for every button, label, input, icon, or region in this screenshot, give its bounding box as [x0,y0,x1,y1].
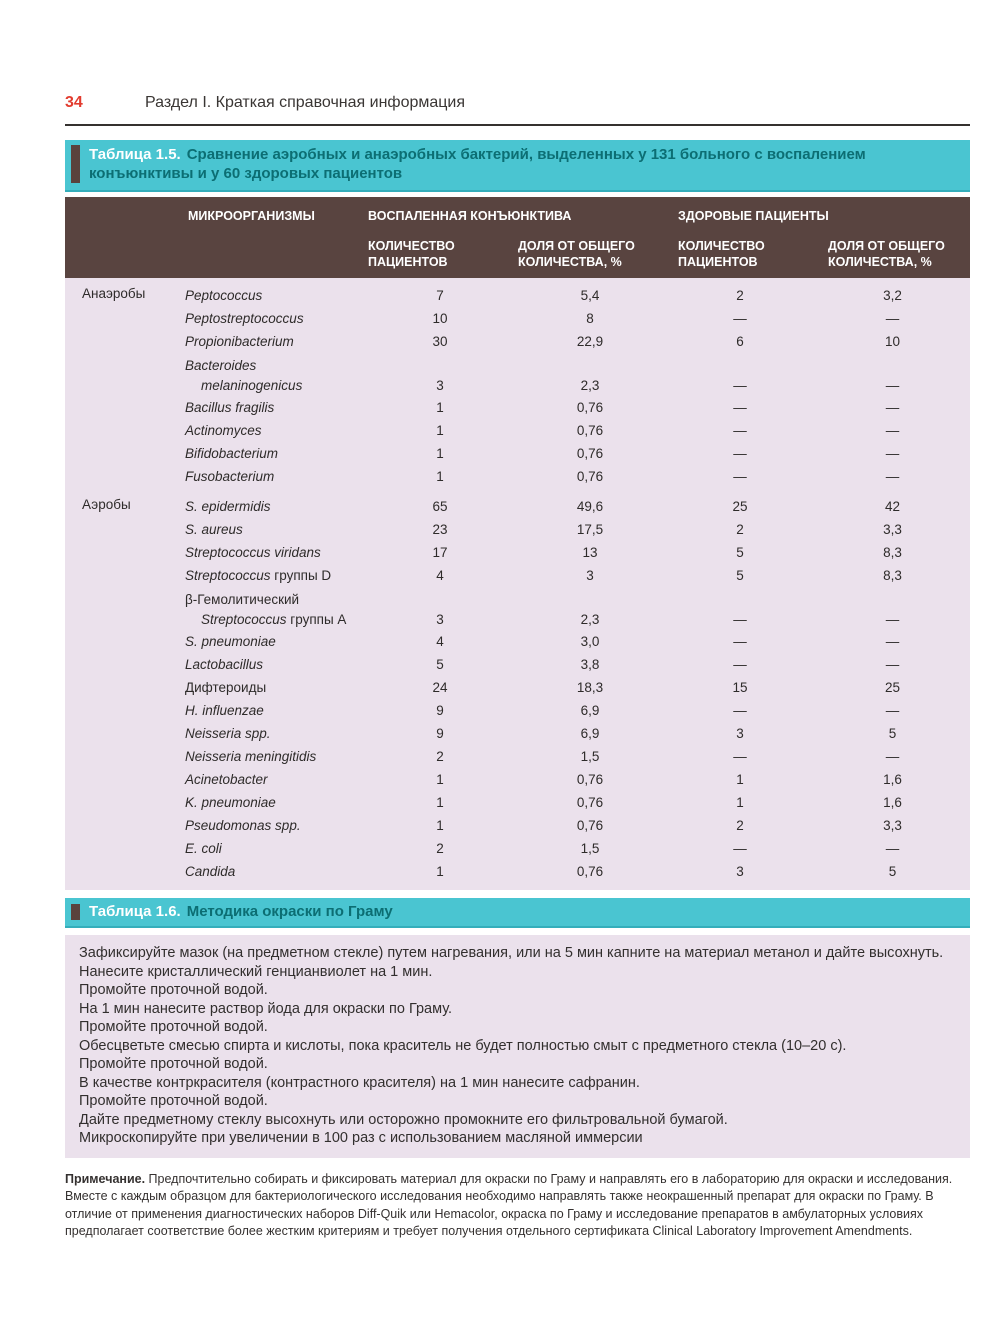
value-cell: 5 [736,567,744,583]
col-group-inflamed: ВОСПАЛЕННАЯ КОНЪЮНКТИВА [368,209,572,223]
table-row [65,518,970,541]
table-row [65,860,970,883]
value-cell: 2 [436,840,444,856]
value-cell: 49,6 [576,498,604,514]
value-cell: — [733,748,747,764]
value-cell: — [885,310,900,326]
value-cell: — [885,378,900,393]
value-cell: 0,76 [576,817,604,833]
category-label: Аэробы [82,497,131,512]
microorganism-name: Acinetobacter [185,771,268,787]
value-cell: — [885,422,900,438]
value-cell: 3,0 [580,633,600,649]
gram-stain-step: Нанесите кристаллический генцианвиолет на 1 мин. [79,963,433,980]
value-cell: 2,3 [580,612,600,627]
table-row [65,396,970,419]
value-cell: 24 [432,679,448,695]
value-cell: 1 [436,863,444,879]
value-cell: 17 [432,544,448,560]
value-cell: 0,76 [576,445,604,461]
gram-stain-step: Обесцветьте смесью спирта и кислоты, пока краситель не будет полностью смыт с предметного стекла (10–20 с). [79,1037,847,1054]
table-row [65,284,970,307]
value-cell: — [733,840,747,856]
microorganism-name: Streptococcus группы D [185,567,332,583]
table15-label: Таблица 1.5. [89,146,181,163]
value-cell: 2 [736,287,744,303]
table-row [65,307,970,330]
value-cell: 1 [436,399,444,415]
table16-banner [65,898,970,928]
value-cell: — [885,748,900,764]
table-row [65,353,970,396]
value-cell: 8 [586,310,594,326]
value-cell: 0,76 [576,771,604,787]
value-cell: — [733,656,747,672]
table-row [65,699,970,722]
value-cell: 5 [888,863,897,879]
header-rule [65,124,970,126]
value-cell: — [885,468,900,484]
value-cell: — [733,399,747,415]
table15-banner [65,140,970,192]
table-row [65,676,970,699]
value-cell: 15 [732,679,748,695]
gram-stain-step: Промойте проточной водой. [79,1093,268,1109]
microorganism-name: Bacillus fragilis [185,399,275,415]
gram-stain-step: В качестве контркрасителя (контрастного красителя) на 1 мин нанесите сафранин. [79,1074,640,1091]
value-cell: 1 [436,445,444,461]
value-cell: 0,76 [576,422,604,438]
value-cell: 10 [884,333,901,349]
value-cell: 25 [884,679,901,695]
note-label: Примечание. [65,1171,146,1186]
value-cell: 0,76 [576,863,604,879]
value-cell: 6 [736,333,744,349]
value-cell: 2,3 [580,378,600,393]
col-spacer-1 [65,238,185,270]
table16-steps [65,935,970,1158]
microorganism-name: Actinomyces [185,422,262,438]
value-cell: 4 [436,633,444,649]
table15-header [65,197,970,278]
value-cell: 6,9 [580,702,600,718]
table15-accent-bar [71,145,80,183]
value-cell: 8,3 [883,567,902,583]
value-cell: 2 [736,521,744,537]
value-cell: 1 [436,817,444,833]
value-cell: — [733,310,747,326]
value-cell: — [733,612,747,627]
col-spacer-2 [185,238,365,270]
value-cell: — [885,445,900,461]
microorganism-name: Lactobacillus [185,656,264,672]
value-cell: 13 [582,544,598,560]
value-cell: 3 [436,612,444,627]
gram-stain-step: Микроскопируйте при увеличении в 100 раз с использованием масляной иммерсии [79,1130,643,1146]
microorganism-name: Bacteroides melaninogenicus [185,358,303,393]
table-row [65,564,970,587]
gram-stain-step: Промойте проточной водой. [79,1056,268,1072]
microorganism-name: K. pneumoniae [185,794,276,810]
microorganism-name: S. pneumoniae [185,633,276,649]
table16-title: Методика окраски по Граму [186,903,393,920]
running-head [65,93,970,113]
value-cell: 5 [888,725,897,741]
table16-accent-bar [71,904,80,920]
value-cell: — [733,378,747,393]
value-cell: 18,3 [576,679,604,695]
value-cell: — [885,656,900,672]
value-cell: 1 [436,771,444,787]
category-label: Анаэробы [82,286,146,301]
table-row [65,541,970,564]
col-category [65,208,185,224]
gram-stain-step: Промойте проточной водой. [79,982,268,998]
gram-stain-step: Дайте предметному стеклу высохнуть или осторожно промокните его фильтровальной бумагой. [79,1111,728,1128]
gram-stain-step: На 1 мин нанесите раствор йода для окраски по Граму. [79,1000,453,1017]
table-row [65,330,970,353]
table15-body [65,278,970,890]
microorganism-name: Streptococcus viridans [185,544,321,560]
value-cell: — [885,840,900,856]
microorganism-name: Neisseria meningitidis [185,748,317,764]
note-text: Предпочтительно собирать и фиксировать материал для окраски по Граму и направлять его в лабораторию для окраски и исследования. Вместе с каждым образцом для бактериологического исследования необходимо направлять также неокрашенный препарат для окраски по Граму. В отличие от применения диагностических наборов Diff-Quik или Hemacolor, окраска по Граму и исследование препаратов в амбулаторных условиях предполагает соответствие более жестким критериям и требует получения отдельного сертификата Clinical Laboratory Improvement Amendments. [65,1171,953,1238]
col-count-2: КОЛИЧЕСТВО ПАЦИЕНТОВ [678,239,765,269]
table-row [65,465,970,488]
value-cell: 42 [884,498,901,514]
value-cell: 2 [736,817,744,833]
value-cell: 9 [436,702,444,718]
value-cell: 10 [432,310,448,326]
table16-label: Таблица 1.6. [89,903,181,920]
col-count-1: КОЛИЧЕСТВО ПАЦИЕНТОВ [368,239,455,269]
value-cell: — [885,399,900,415]
value-cell: 1 [436,422,444,438]
value-cell: 23 [432,521,448,537]
value-cell: 0,76 [576,468,604,484]
value-cell: 5 [436,656,444,672]
value-cell: 1,6 [883,771,902,787]
gram-stain-step: Промойте проточной водой. [79,1019,268,1035]
value-cell: 1,5 [580,840,600,856]
value-cell: 3 [436,378,444,393]
value-cell: — [733,633,747,649]
value-cell: — [733,468,747,484]
table-row [65,653,970,676]
value-cell: — [885,702,900,718]
page-number: 34 [65,94,83,111]
value-cell: 1 [436,794,444,810]
table-row [65,745,970,768]
value-cell: — [885,612,900,627]
value-cell: 7 [436,287,444,303]
value-cell: 3,3 [883,817,902,833]
microorganism-name: Peptostreptococcus [185,310,304,326]
value-cell: — [885,633,900,649]
value-cell: 1 [436,468,444,484]
table15-caption [89,145,960,183]
value-cell: 1 [736,771,744,787]
value-cell: 3 [736,725,744,741]
value-cell: 3,2 [883,287,902,303]
value-cell: 30 [432,333,448,349]
microorganism-name: Candida [185,863,236,879]
value-cell: 5,4 [580,287,600,303]
table-row [65,791,970,814]
gram-stain-step: Зафиксируйте мазок (на предметном стекле) путем нагревания, или на 5 мин капните на материал метанол и дайте высохнуть. [79,945,944,961]
table-row [65,814,970,837]
value-cell: 3,3 [883,521,902,537]
col-share-1: ДОЛЯ ОТ ОБЩЕГО КОЛИЧЕСТВА, % [518,239,635,269]
value-cell: 3 [736,863,744,879]
value-cell: 3 [586,567,594,583]
table-row [65,722,970,745]
value-cell: 5 [736,544,744,560]
value-cell: 2 [436,748,444,764]
microorganism-name: S. epidermidis [185,498,271,514]
table-row [65,419,970,442]
value-cell: — [733,445,747,461]
microorganism-name: Дифтероиды [185,679,267,695]
table-row [65,442,970,465]
table16-caption [89,902,393,921]
value-cell: 1 [736,794,744,810]
microorganism-name: β-Гемолитический Streptococcus группы A [185,592,347,627]
col-share-2: ДОЛЯ ОТ ОБЩЕГО КОЛИЧЕСТВА, % [828,239,945,269]
microorganism-name: E. coli [185,840,222,856]
value-cell: — [733,422,747,438]
table-row [65,768,970,791]
microorganism-name: Neisseria spp. [185,725,271,741]
microorganism-name: Fusobacterium [185,468,275,484]
value-cell: 65 [432,498,448,514]
value-cell: 17,5 [576,521,604,537]
table-row [65,495,970,518]
value-cell: — [733,702,747,718]
value-cell: 25 [732,498,748,514]
value-cell: 0,76 [576,399,604,415]
microorganism-name: Peptococcus [185,287,263,303]
value-cell: 8,3 [883,544,902,560]
table-row [65,837,970,860]
microorganism-name: H. influenzae [185,702,264,718]
col-microorganisms: МИКРООРГАНИЗМЫ [188,209,315,223]
microorganism-name: Bifidobacterium [185,445,279,461]
microorganism-name: Pseudomonas spp. [185,817,301,833]
section-title: Раздел I. Краткая справочная информация [145,94,466,111]
table-row [65,587,970,630]
value-cell: 4 [436,567,444,583]
note [65,1171,970,1241]
value-cell: 9 [436,725,444,741]
microorganism-name: Propionibacterium [185,333,294,349]
value-cell: 6,9 [580,725,600,741]
table15-title: Сравнение аэробных и анаэробных бактерий, выделенных у 131 больного с воспалением конъюнктивы и у 60 здоровых пациентов [89,146,866,182]
value-cell: 0,76 [576,794,604,810]
microorganism-name: S. aureus [185,521,243,537]
value-cell: 3,8 [580,656,600,672]
col-group-healthy: ЗДОРОВЫЕ ПАЦИЕНТЫ [678,209,829,223]
table-row [65,630,970,653]
value-cell: 22,9 [576,333,604,349]
value-cell: 1,6 [883,794,902,810]
value-cell: 1,5 [580,748,600,764]
